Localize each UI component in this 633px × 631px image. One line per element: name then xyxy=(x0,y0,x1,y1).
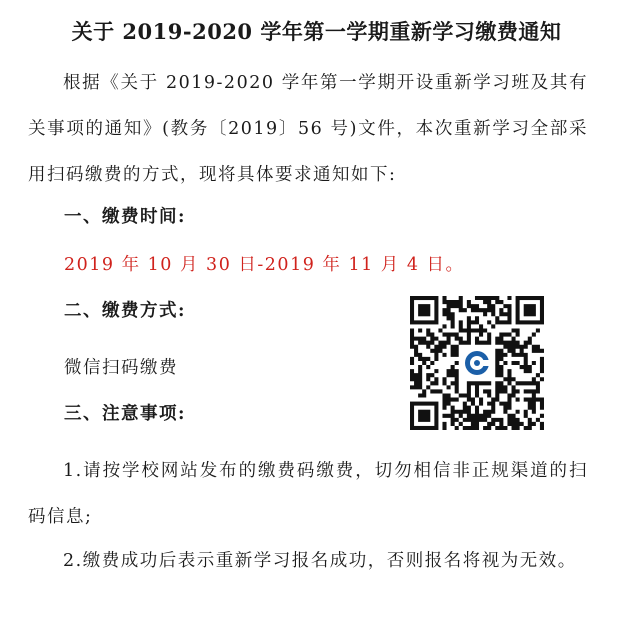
note-2: 2.缴费成功后表示重新学习报名成功，否则报名将视为无效。 xyxy=(63,551,577,571)
note-1: 1.请按学校网站发布的缴费码缴费，切勿相信非正规渠道的扫码信息; xyxy=(28,461,588,527)
section-2-heading: 二、缴费方式: xyxy=(64,301,186,321)
notice-title: 关于 2019-2020 学年第一学期重新学习缴费通知 xyxy=(71,19,562,44)
intro-paragraph: 根据《关于 2019-2020 学年第一学期开设重新学习班及其有关事项的通知》(教务〔2019〕56 号)文件，本次重新学习全部采用扫码缴费的方式，现将具体要求通知如下: xyxy=(28,73,588,185)
payment-method: 微信扫码缴费 xyxy=(64,358,178,378)
qr-code-icon[interactable] xyxy=(410,296,544,430)
payment-date: 2019 年 10 月 30 日-2019 年 11 月 4 日。 xyxy=(64,255,465,275)
section-1-heading: 一、缴费时间: xyxy=(64,207,186,227)
section-3-heading: 三、注意事项: xyxy=(64,404,186,424)
